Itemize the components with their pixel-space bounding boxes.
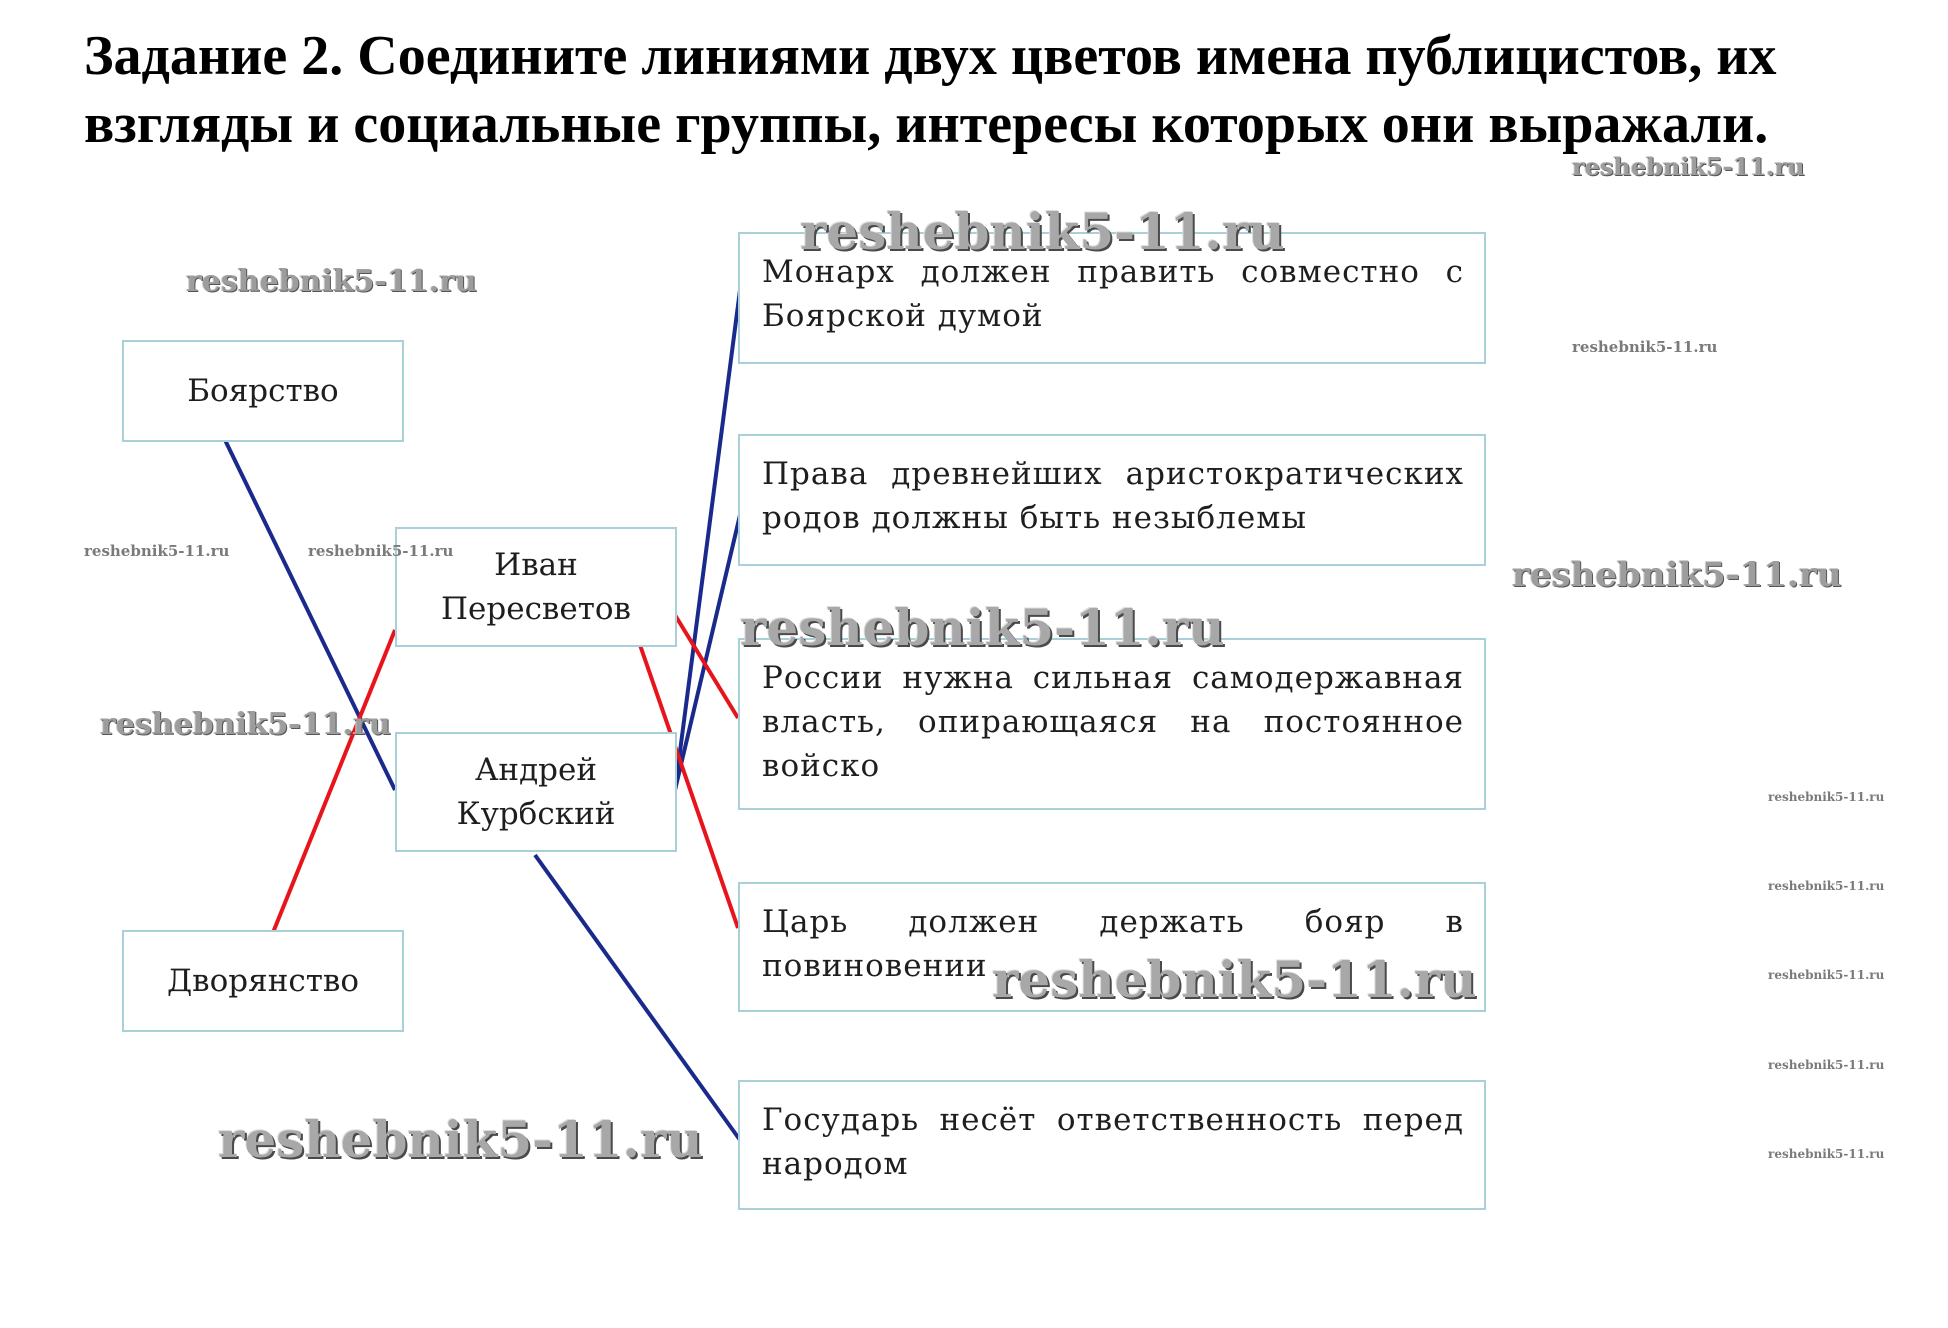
watermark: reshebnik5-11.ru <box>1768 1147 1885 1161</box>
watermark: reshebnik5-11.ru <box>992 950 1477 1009</box>
statement-2-text: Права древнейших аристократических родов должны быть незыблемы <box>762 456 1464 536</box>
watermark: reshebnik5-11.ru <box>1768 968 1885 982</box>
statement-1-text: Монарх должен править совместно с Боярской думой <box>762 254 1464 334</box>
watermark: reshebnik5-11.ru <box>1572 152 1805 181</box>
group-nobility[interactable] <box>122 930 404 1032</box>
group-nobility-label: Дворянство <box>166 963 359 999</box>
statement-3[interactable] <box>738 638 1486 810</box>
watermark: reshebnik5-11.ru <box>1768 790 1885 804</box>
watermark: reshebnik5-11.ru <box>1768 1058 1885 1072</box>
watermark: reshebnik5-11.ru <box>308 542 454 560</box>
statement-5-text: Государь несёт ответственность перед народом <box>762 1102 1464 1182</box>
statement-4-text: Царь должен держать бояр в повиновении <box>762 904 1464 984</box>
watermark: reshebnik5-11.ru <box>800 202 1285 261</box>
group-boyars-label: Боярство <box>187 373 339 409</box>
watermark: reshebnik5-11.ru <box>1768 879 1885 893</box>
watermark: reshebnik5-11.ru <box>218 1110 703 1169</box>
line-kurbsky-statement-2 <box>675 515 740 790</box>
watermark: reshebnik5-11.ru <box>186 264 477 299</box>
statement-2[interactable] <box>738 434 1486 566</box>
line-kurbsky-statement-5 <box>535 855 740 1140</box>
author-kurbsky-label: Андрей Курбский <box>456 752 616 832</box>
statement-5[interactable] <box>738 1080 1486 1210</box>
task-title: Задание 2. Соедините линиями двух цветов имена публицистов, их взгляды и социальные группы, интересы которых они выражали. <box>84 25 1777 155</box>
author-kurbsky[interactable] <box>395 732 677 852</box>
watermark: reshebnik5-11.ru <box>100 707 391 742</box>
watermark: reshebnik5-11.ru <box>1512 555 1842 595</box>
group-boyars[interactable] <box>122 340 404 442</box>
line-kurbsky-statement-1 <box>675 290 740 790</box>
watermark: reshebnik5-11.ru <box>740 598 1225 657</box>
watermark: reshebnik5-11.ru <box>84 542 230 560</box>
statement-3-text: России нужна сильная самодержавная власть, опирающаяся на постоянное войско <box>762 660 1464 784</box>
line-nobility-peresvetov <box>272 630 395 935</box>
watermark: reshebnik5-11.ru <box>1572 338 1718 356</box>
author-peresvetov-label: Иван Пересветов <box>441 547 631 627</box>
